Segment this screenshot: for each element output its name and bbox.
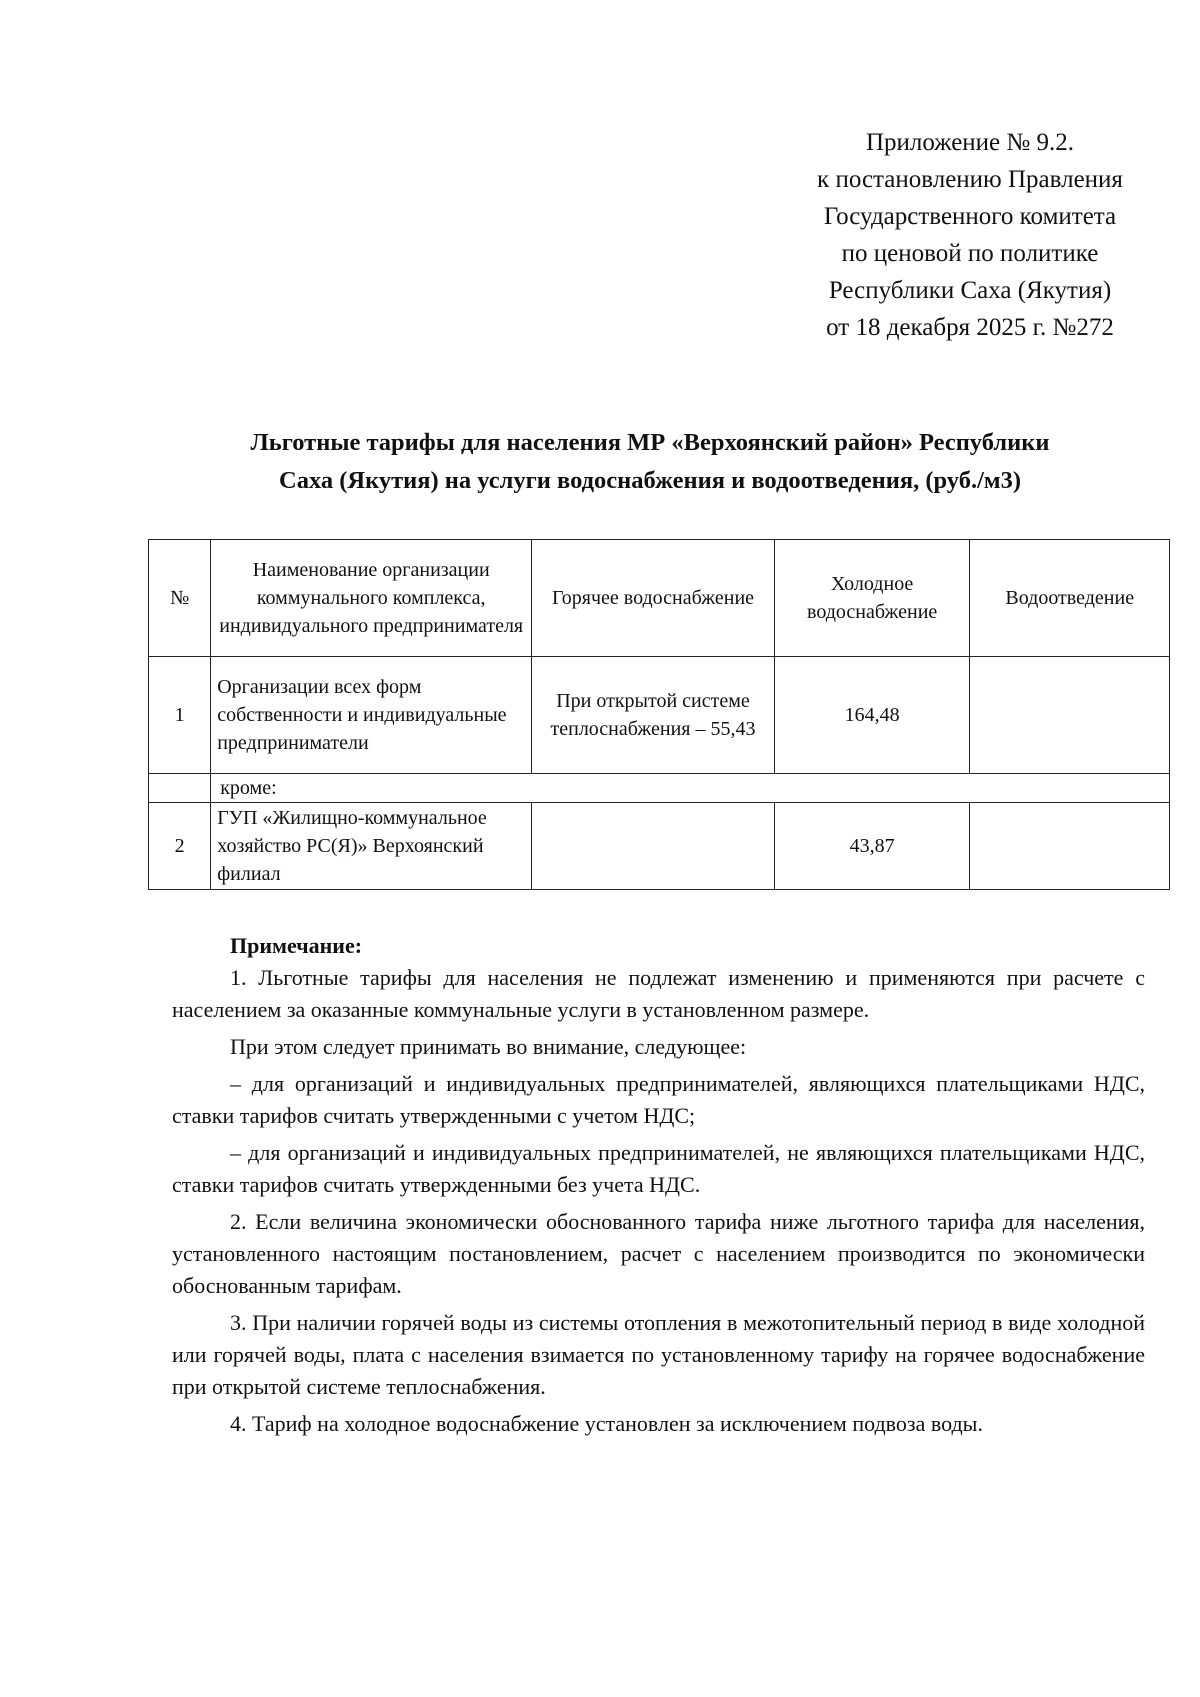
- appendix-line: Республики Саха (Якутия): [828, 277, 1112, 304]
- header-cold-water: Холодное водоснабжение: [774, 540, 970, 657]
- header-organization: Наименование организации коммунального комплекса, индивидуального предпринимателя: [211, 540, 532, 657]
- table-row: [149, 657, 1170, 774]
- note-paragraph: – для организаций и индивидуальных предпринимателей, являющихся плательщиками НДС, ставки тарифов считать утвержденными с учетом НДС;: [172, 1071, 1145, 1128]
- cell-empty: [149, 774, 211, 803]
- title-line-1: Льготные тарифы для населения МР «Верхоянский район» Республики: [250, 429, 1050, 456]
- note-paragraph: 1. Льготные тарифы для населения не подлежат изменению и применяются при расчете с населением за оказанные коммунальные услуги в установленном размере.: [172, 965, 1145, 1022]
- note-paragraph: При этом следует принимать во внимание, следующее:: [230, 1034, 747, 1059]
- note-paragraph: 2. Если величина экономически обоснованного тарифа ниже льготного тарифа для населения, установленного настоящим постановлением, расчет с населением производится по экономически обоснованным тарифам.: [172, 1209, 1145, 1298]
- cell-number: 1: [149, 657, 211, 774]
- cell-hot-water: [532, 803, 775, 890]
- note-paragraph: – для организаций и индивидуальных предпринимателей, не являющихся плательщиками НДС, ставки тарифов считать утвержденными без учета НДС.: [172, 1140, 1145, 1197]
- appendix-line: Приложение № 9.2.: [865, 129, 1075, 156]
- cell-hot-water: При открытой системе теплоснабжения – 55,43: [532, 657, 775, 774]
- cell-drainage: [970, 657, 1170, 774]
- cell-cold-water: 164,48: [774, 657, 970, 774]
- document-title: [140, 424, 1160, 500]
- cell-organization: Организации всех форм собственности и индивидуальные предприниматели: [211, 657, 532, 774]
- cell-number: 2: [149, 803, 211, 890]
- table-row-except: [149, 774, 1170, 803]
- note-paragraph: 4. Тариф на холодное водоснабжение установлен за исключением подвоза воды.: [230, 1411, 983, 1436]
- cell-except-label: кроме:: [211, 774, 1170, 803]
- table-header-row: [149, 540, 1170, 657]
- appendix-line: по ценовой по политике: [841, 240, 1099, 267]
- notes-section: [172, 930, 1145, 1440]
- table-row: [149, 803, 1170, 890]
- appendix-line: к постановлению Правления: [817, 166, 1123, 193]
- title-line-2: Саха (Якутия) на услуги водоснабжения и водоотведения, (руб./м3): [279, 467, 1021, 494]
- cell-drainage: [970, 803, 1170, 890]
- tariff-table: [148, 539, 1170, 890]
- appendix-header: [770, 124, 1170, 346]
- notes-heading: Примечание:: [230, 933, 363, 958]
- header-hot-water: Горячее водоснабжение: [532, 540, 775, 657]
- cell-organization: ГУП «Жилищно-коммунальное хозяйство РС(Я)» Верхоянский филиал: [211, 803, 532, 890]
- appendix-line: от 18 декабря 2025 г. №272: [826, 314, 1114, 341]
- header-drainage: Водоотведение: [970, 540, 1170, 657]
- cell-cold-water: 43,87: [774, 803, 970, 890]
- appendix-line: Государственного комитета: [823, 203, 1117, 230]
- note-paragraph: 3. При наличии горячей воды из системы отопления в межотопительный период в виде холодной или горячей воды, плата с населения взимается по установленному тарифу на горячее водоснабжение при открытой системе теплоснабжения.: [172, 1310, 1145, 1399]
- header-number: №: [149, 540, 211, 657]
